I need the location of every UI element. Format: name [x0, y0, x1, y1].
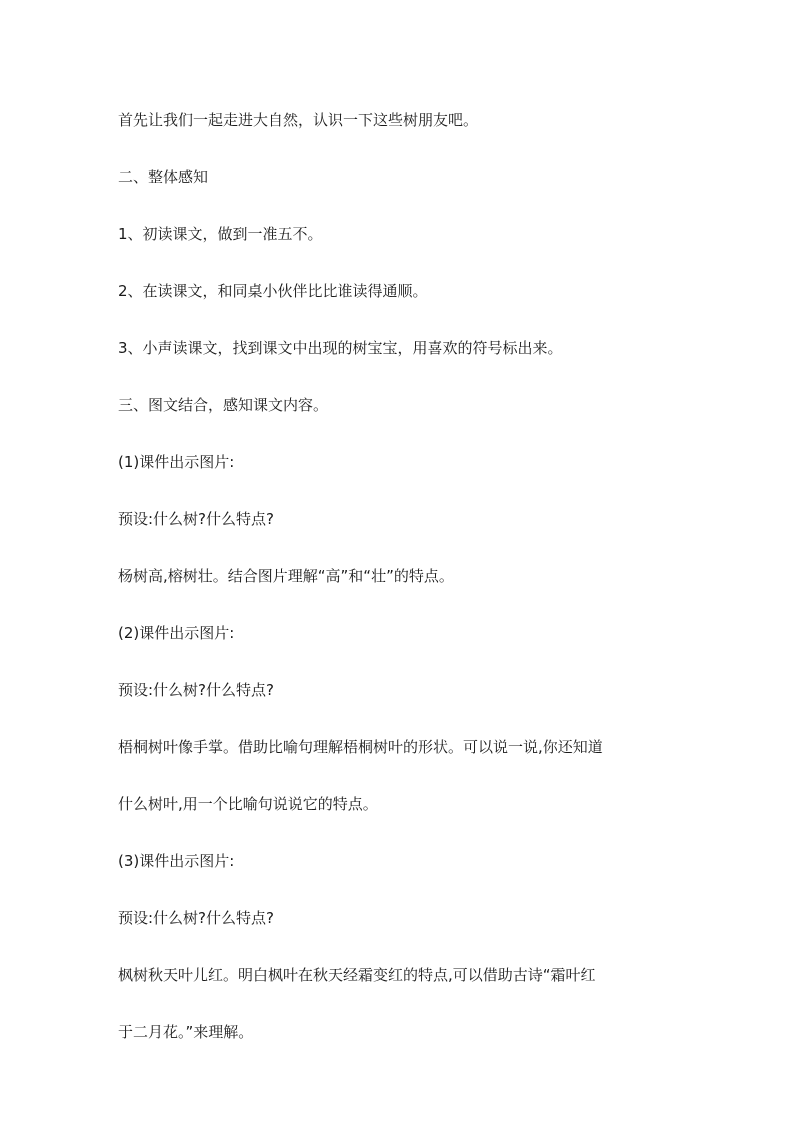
prompt-2: 预设:什么树?什么特点? [118, 681, 274, 699]
list-item-3: 3、小声读课文，找到课文中出现的树宝宝，用喜欢的符号标出来。 [118, 339, 563, 357]
subheading-1: (1)课件出示图片: [118, 453, 235, 471]
subheading-3: (3)课件出示图片: [118, 852, 235, 870]
prompt-3: 预设:什么树?什么特点? [118, 909, 274, 927]
document-body [118, 106, 678, 1047]
subheading-2: (2)课件出示图片: [118, 624, 235, 642]
prompt-1: 预设:什么树?什么特点? [118, 510, 274, 528]
paragraph-wutong-line-2: 什么树叶,用一个比喻句说说它的特点。 [118, 795, 378, 813]
paragraph-intro: 首先让我们一起走进大自然，认识一下这些树朋友吧。 [118, 111, 479, 129]
paragraph-maple-line-1: 枫树秋天叶儿红。明白枫叶在秋天经霜变红的特点,可以借助古诗“霜叶红 [118, 966, 596, 984]
list-item-2: 2、在读课文，和同桌小伙伴比比谁读得通顺。 [118, 282, 428, 300]
heading-section-3: 三、图文结合，感知课文内容。 [118, 396, 329, 414]
list-item-1: 1、初读课文，做到一准五不。 [118, 225, 323, 243]
heading-section-2: 二、整体感知 [118, 168, 209, 186]
paragraph-wutong-line-1: 梧桐树叶像手掌。借助比喻句理解梧桐树叶的形状。可以说一说,你还知道 [118, 738, 603, 756]
paragraph-maple-line-2: 于二月花。”来理解。 [118, 1023, 254, 1041]
paragraph-poplar: 杨树高,榕树壮。结合图片理解“高”和“壮”的特点。 [118, 567, 454, 585]
